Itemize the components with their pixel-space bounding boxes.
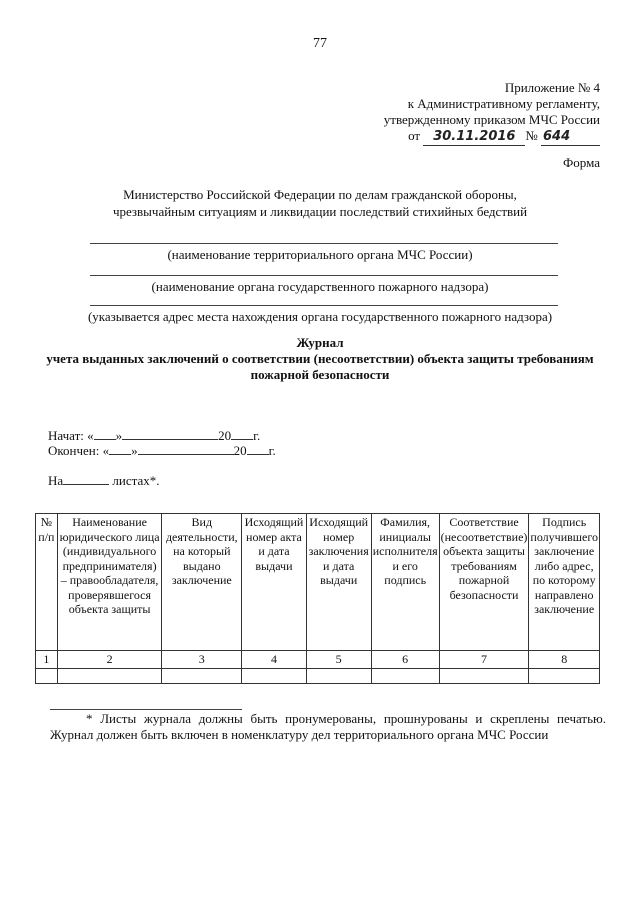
header-cell-recipient-signature: Подпись получившего заключение либо адрес, по которому направлено заключение [529,514,600,651]
header-cell-conclusion-number: Исходящий номер заключения и дата выдачи [306,514,371,651]
footnote [50,711,606,743]
empty-cell [36,668,58,683]
journal-title [0,335,640,383]
started-day-blank [94,427,116,440]
ministry-name [0,186,640,220]
empty-cell [371,668,439,683]
territorial-body-caption: (наименование территориального органа МЧС России) [167,247,473,262]
appendix-line-3: утвержденному приказом МЧС России [383,112,600,127]
number-sign: № [525,128,538,143]
header-cell-entity-name: Наименование юридического лица (индивидуального предпринимателя) – правообладателя, проверявшегося объекта защиты [57,514,162,651]
sheets-line [48,472,160,489]
journal-table [35,513,600,684]
order-date-line [384,128,600,146]
header-cell-act-number: Исходящий номер акта и дата выдачи [242,514,306,651]
empty-cell [306,668,371,683]
title-line-2: учета выданных заключений о соответствии (несоответствии) объекта защиты требованиям [46,351,594,366]
started-year-blank [231,427,253,440]
header-cell-number: № п/п [36,514,58,651]
handwritten-order-number: 644 [541,129,600,146]
footnote-separator [50,709,242,710]
footnote-line-2: Журнал должен быть включен в номенклатуру дел территориального органа МЧС России [50,727,549,742]
ended-line [48,442,276,459]
column-number-row [36,651,600,669]
sheets-count-blank [63,472,109,485]
header-cell-compliance: Соответствие (несоответствие) объекта защиты требованиям пожарной безопасности [439,514,529,651]
column-number-cell: 6 [371,651,439,669]
appendix-block [384,80,600,146]
empty-cell [529,668,600,683]
ended-year-suffix: г. [268,443,276,458]
title-line-1: Журнал [296,335,344,350]
appendix-line-2: к Административному регламенту, [407,96,600,111]
address-rule [90,305,558,306]
column-number-cell: 7 [439,651,529,669]
footnote-line-1: * Листы журнала должны быть пронумерованы, прошнурованы и скреплены печатью. [86,711,606,726]
started-year-prefix: 20 [218,428,232,443]
column-number-cell: 5 [306,651,371,669]
started-label: Начат: « [48,428,94,443]
header-row [36,514,600,651]
ended-label: Окончен: « [48,443,110,458]
ended-quote-close: » [131,443,138,458]
form-label: Форма [563,155,600,170]
column-number-cell: 1 [36,651,58,669]
ended-year-blank [247,442,269,455]
ministry-line-2: чрезвычайным ситуациям и ликвидации последствий стихийных бедствий [112,204,528,219]
sheets-prefix: На [48,473,64,488]
column-number-cell: 8 [529,651,600,669]
sheets-suffix: листах*. [112,473,160,488]
date-prefix: от [408,128,421,143]
empty-cell [57,668,162,683]
ended-month-blank [138,442,234,455]
handwritten-date: 30.11.2016 [423,129,525,146]
empty-entry-row [36,668,600,683]
started-quote-close: » [115,428,123,443]
address-caption: (указывается адрес места нахождения органа государственного пожарного надзора) [87,309,553,324]
ended-year-prefix: 20 [233,443,247,458]
territorial-body-rule [90,243,558,244]
column-number-cell: 4 [242,651,306,669]
empty-cell [439,668,529,683]
started-month-blank [122,427,218,440]
title-line-3: пожарной безопасности [250,367,390,382]
column-number-cell: 3 [162,651,242,669]
page-number: 77 [313,36,327,51]
appendix-line-1: Приложение № 4 [504,80,600,95]
fire-supervision-caption: (наименование органа государственного пожарного надзора) [151,279,489,294]
column-number-cell: 2 [57,651,162,669]
ministry-line-1: Министерство Российской Федерации по делам гражданской обороны, [123,187,517,202]
empty-cell [162,668,242,683]
started-year-suffix: г. [253,428,261,443]
fire-supervision-rule [90,275,558,276]
header-cell-activity-type: Вид деятельности, на который выдано заключение [162,514,242,651]
header-cell-executor: Фамилия, инициалы исполнителя и его подпись [371,514,439,651]
ended-day-blank [109,442,131,455]
empty-cell [242,668,306,683]
